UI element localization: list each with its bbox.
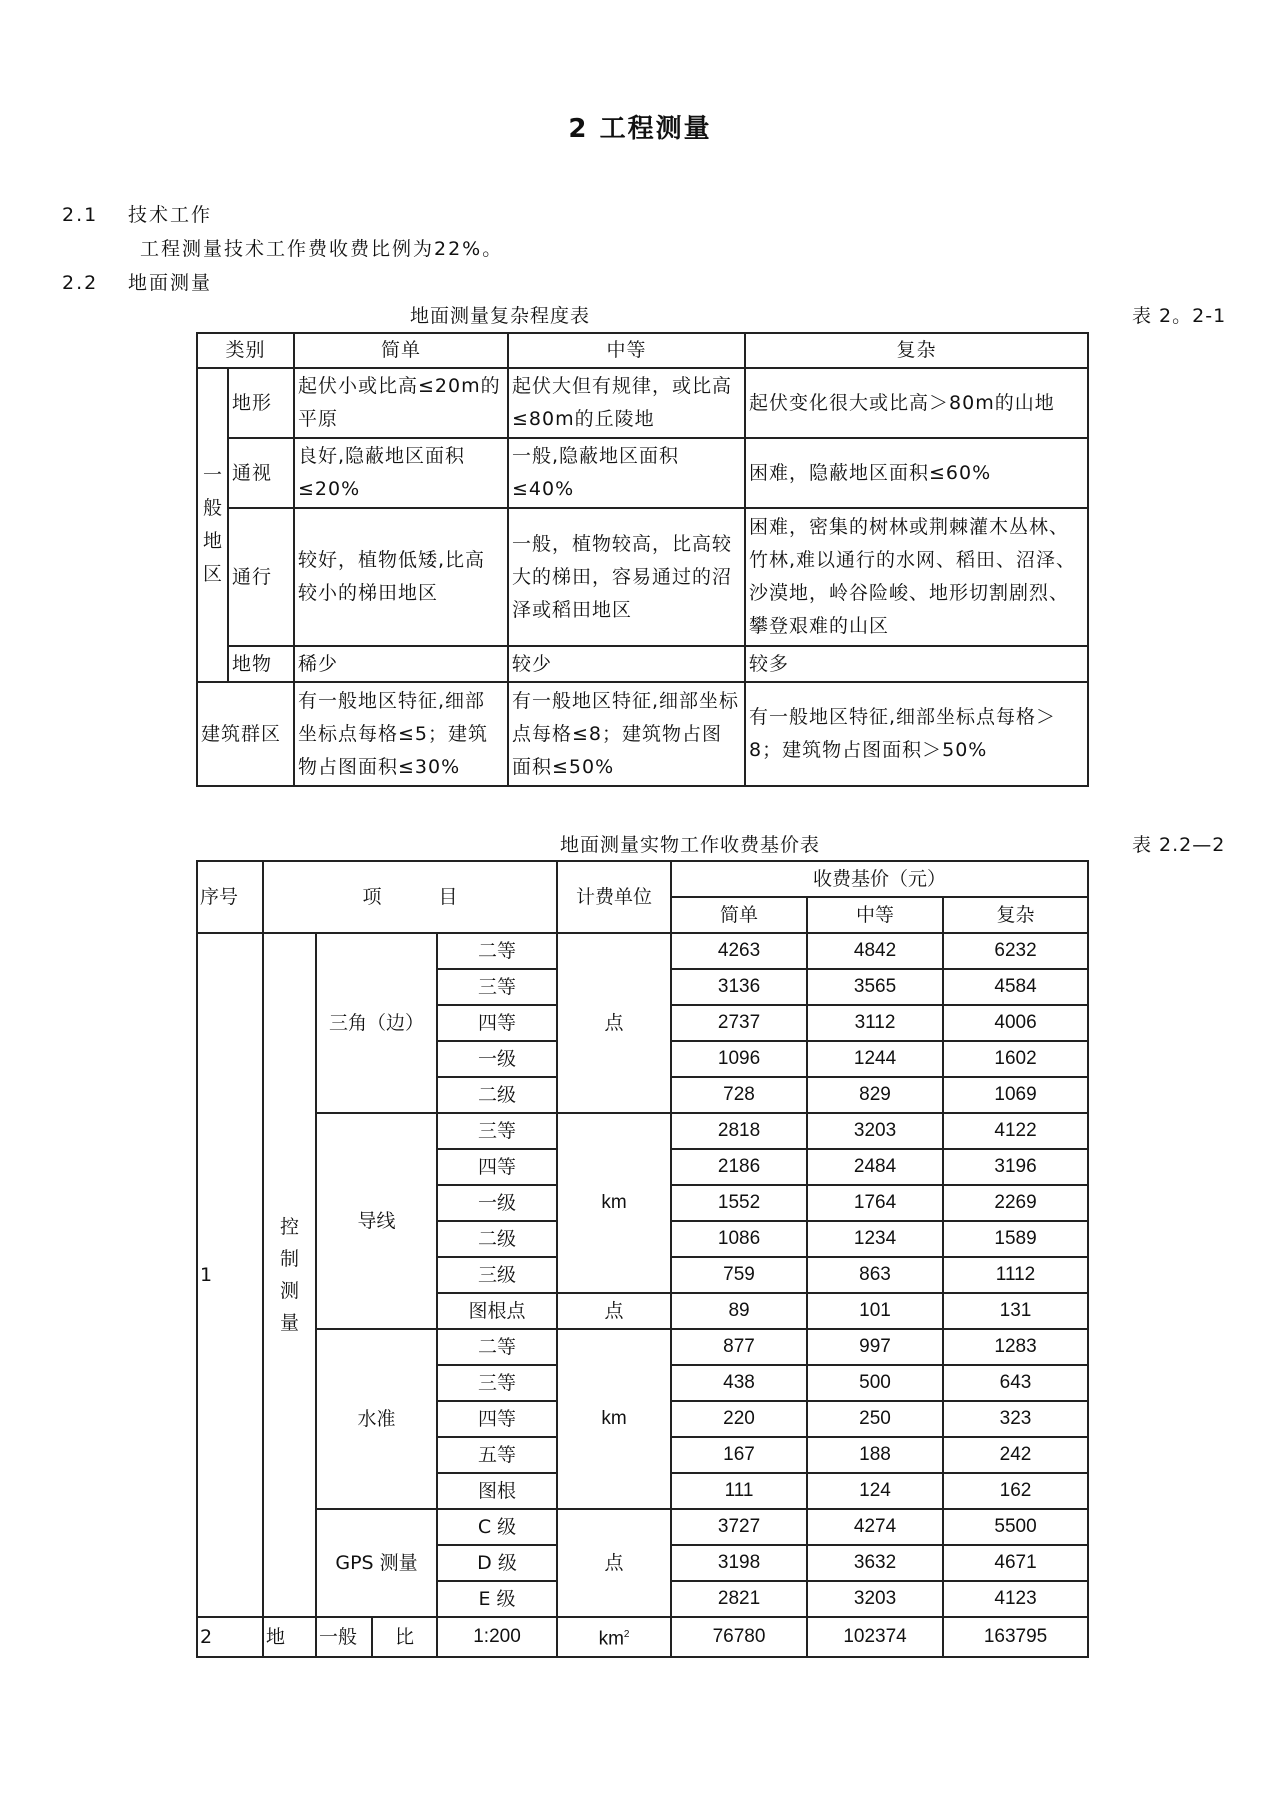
cell-simple: 稀少: [294, 646, 508, 682]
table1-number: 表 2。2-1: [1132, 305, 1227, 327]
price-simple: 877: [671, 1329, 807, 1365]
price-complex: 5500: [943, 1509, 1088, 1545]
unit-cell: km: [557, 1329, 671, 1509]
cell-complex: 困难，隐蔽地区面积≤60%: [745, 438, 1088, 508]
grade-cell: 二等: [437, 933, 557, 969]
table-row: [197, 933, 1088, 969]
unit-cell: 点: [557, 1509, 671, 1617]
price-simple: 3727: [671, 1509, 807, 1545]
grade-cell: 一级: [437, 1041, 557, 1077]
price-simple: 2737: [671, 1005, 807, 1041]
price-complex: 4584: [943, 969, 1088, 1005]
unit-cell: 点: [557, 933, 671, 1113]
grade-cell: 三级: [437, 1257, 557, 1293]
price-simple: 728: [671, 1077, 807, 1113]
row-label: 地物: [228, 646, 294, 682]
header-simple: 简单: [294, 333, 508, 368]
cell-simple: 较好，植物低矮,比高较小的梯田地区: [294, 508, 508, 646]
category-cell: [263, 933, 316, 1617]
section-number: 2.2: [62, 272, 99, 294]
table-row: [197, 1617, 1088, 1657]
price-complex: 3196: [943, 1149, 1088, 1185]
price-complex: 131: [943, 1293, 1088, 1329]
grade-cell: 二等: [437, 1329, 557, 1365]
table-row: [197, 1113, 1088, 1149]
cell-complex: 较多: [745, 646, 1088, 682]
section-title: 地面测量: [128, 272, 213, 294]
price-medium: 102374: [807, 1617, 943, 1657]
grade-cell: 图根: [437, 1473, 557, 1509]
price-complex: 1112: [943, 1257, 1088, 1293]
table1-caption: 地面测量复杂程度表: [410, 305, 591, 327]
header-complex: 复杂: [745, 333, 1088, 368]
cell-simple: 良好,隐蔽地区面积≤20%: [294, 438, 508, 508]
scale-cell: 1:200: [437, 1617, 557, 1657]
grade-cell: 五等: [437, 1437, 557, 1473]
row-label: 地形: [228, 368, 294, 438]
price-medium: 3112: [807, 1005, 943, 1041]
table2-caption: 地面测量实物工作收费基价表: [560, 834, 821, 856]
group-name: 三角（边）: [316, 933, 437, 1113]
grade-cell: 三等: [437, 1365, 557, 1401]
price-medium: 500: [807, 1365, 943, 1401]
grade-cell: 图根点: [437, 1293, 557, 1329]
price-simple: 3136: [671, 969, 807, 1005]
price-medium: 1764: [807, 1185, 943, 1221]
unit-cell: 点: [557, 1293, 671, 1329]
table-row: [197, 1329, 1088, 1365]
cell-complex: 有一般地区特征,细部坐标点每格＞8；建筑物占图面积＞50%: [745, 682, 1088, 786]
price-simple: 89: [671, 1293, 807, 1329]
header-medium: 中等: [807, 897, 943, 933]
price-simple: 76780: [671, 1617, 807, 1657]
group-name: 水准: [316, 1329, 437, 1509]
price-medium: 4842: [807, 933, 943, 969]
grade-cell: 三等: [437, 969, 557, 1005]
price-complex: 4122: [943, 1113, 1088, 1149]
price-medium: 124: [807, 1473, 943, 1509]
price-medium: 3565: [807, 969, 943, 1005]
section-number: 2.1: [62, 204, 99, 226]
price-complex: 1602: [943, 1041, 1088, 1077]
price-complex: 643: [943, 1365, 1088, 1401]
price-complex: 1589: [943, 1221, 1088, 1257]
price-simple: 4263: [671, 933, 807, 969]
cell-simple: 起伏小或比高≤20m的平原: [294, 368, 508, 438]
section-title: 技术工作: [128, 204, 213, 226]
group-name: 导线: [316, 1113, 437, 1329]
cell-medium: 一般，植物较高，比高较大的梯田，容易通过的沼泽或稻田地区: [508, 508, 745, 646]
price-simple: 3198: [671, 1545, 807, 1581]
complexity-table: [196, 332, 1089, 787]
header-category: 类别: [197, 333, 294, 368]
price-simple: 759: [671, 1257, 807, 1293]
section-2-1: [62, 200, 212, 227]
cell-medium: 起伏大但有规律，或比高≤80m的丘陵地: [508, 368, 745, 438]
section-2-2: [62, 268, 212, 295]
price-medium: 101: [807, 1293, 943, 1329]
price-simple: 2821: [671, 1581, 807, 1617]
price-simple: 2186: [671, 1149, 807, 1185]
price-complex: 4006: [943, 1005, 1088, 1041]
price-simple: 1096: [671, 1041, 807, 1077]
price-simple: 1552: [671, 1185, 807, 1221]
header-medium: 中等: [508, 333, 745, 368]
price-medium: 3632: [807, 1545, 943, 1581]
price-simple: 438: [671, 1365, 807, 1401]
table-row: [197, 1509, 1088, 1545]
price-medium: 250: [807, 1401, 943, 1437]
price-complex: 6232: [943, 933, 1088, 969]
price-medium: 188: [807, 1437, 943, 1473]
price-complex: 323: [943, 1401, 1088, 1437]
price-medium: 3203: [807, 1581, 943, 1617]
grade-cell: 三等: [437, 1113, 557, 1149]
unit-sup: 2: [623, 1629, 630, 1640]
cell-simple: 有一般地区特征,细部坐标点每格≤5；建筑物占图面积≤30%: [294, 682, 508, 786]
price-medium: 4274: [807, 1509, 943, 1545]
header-item: 项 目: [263, 861, 557, 933]
unit-base: km: [598, 1628, 624, 1650]
grade-cell: E 级: [437, 1581, 557, 1617]
price-complex: 2269: [943, 1185, 1088, 1221]
price-medium: 1234: [807, 1221, 943, 1257]
price-medium: 2484: [807, 1149, 943, 1185]
grade-cell: C 级: [437, 1509, 557, 1545]
cell-medium: 有一般地区特征,细部坐标点每格≤8；建筑物占图面积≤50%: [508, 682, 745, 786]
price-complex: 4123: [943, 1581, 1088, 1617]
cell-medium: 一般,隐蔽地区面积≤40%: [508, 438, 745, 508]
price-table: [196, 860, 1089, 1658]
price-medium: 829: [807, 1077, 943, 1113]
seq-cell: 1: [197, 933, 263, 1617]
grade-cell: 二级: [437, 1077, 557, 1113]
price-complex: 1283: [943, 1329, 1088, 1365]
header-unit: 计费单位: [557, 861, 671, 933]
price-complex: 1069: [943, 1077, 1088, 1113]
seq-cell: 2: [197, 1617, 263, 1657]
price-medium: 3203: [807, 1113, 943, 1149]
grade-cell: 四等: [437, 1149, 557, 1185]
cell-medium: 较少: [508, 646, 745, 682]
price-medium: 997: [807, 1329, 943, 1365]
price-simple: 1086: [671, 1221, 807, 1257]
price-medium: 1244: [807, 1041, 943, 1077]
cell-complex: 起伏变化很大或比高＞80m的山地: [745, 368, 1088, 438]
row-label: 建筑群区: [197, 682, 294, 786]
sub-cell: 一般: [316, 1617, 372, 1657]
price-simple: 220: [671, 1401, 807, 1437]
unit-cell: [557, 1617, 671, 1657]
unit-cell: km: [557, 1113, 671, 1293]
table2-number: 表 2.2—2: [1132, 834, 1226, 856]
group-label-text: 一般地区: [202, 464, 223, 585]
price-simple: 167: [671, 1437, 807, 1473]
grade-cell: 一级: [437, 1185, 557, 1221]
header-seq: 序号: [197, 861, 263, 933]
category-cell: 地: [263, 1617, 316, 1657]
price-complex: 162: [943, 1473, 1088, 1509]
price-complex: 163795: [943, 1617, 1088, 1657]
cell-complex: 困难，密集的树林或荆棘灌木丛林、竹林,难以通行的水网、稻田、沼泽、沙漠地，岭谷险峻、地形切割剧烈、攀登艰难的山区: [745, 508, 1088, 646]
row-label: 通行: [228, 508, 294, 646]
grade-cell: 四等: [437, 1005, 557, 1041]
grade-cell: 四等: [437, 1401, 557, 1437]
category-text: 控制测量: [279, 1216, 299, 1334]
header-price: 收费基价（元）: [671, 861, 1088, 897]
row-label: 通视: [228, 438, 294, 508]
price-medium: 863: [807, 1257, 943, 1293]
price-simple: 111: [671, 1473, 807, 1509]
group-label: [197, 368, 228, 682]
price-complex: 4671: [943, 1545, 1088, 1581]
price-simple: 2818: [671, 1113, 807, 1149]
grade-cell: D 级: [437, 1545, 557, 1581]
paragraph: 工程测量技术工作费收费比例为22%。: [140, 238, 504, 260]
price-complex: 242: [943, 1437, 1088, 1473]
page-title: 2 工程测量: [568, 114, 712, 144]
sub2-cell: 比: [372, 1617, 437, 1657]
grade-cell: 二级: [437, 1221, 557, 1257]
group-name: GPS 测量: [316, 1509, 437, 1617]
header-simple: 简单: [671, 897, 807, 933]
header-complex: 复杂: [943, 897, 1088, 933]
